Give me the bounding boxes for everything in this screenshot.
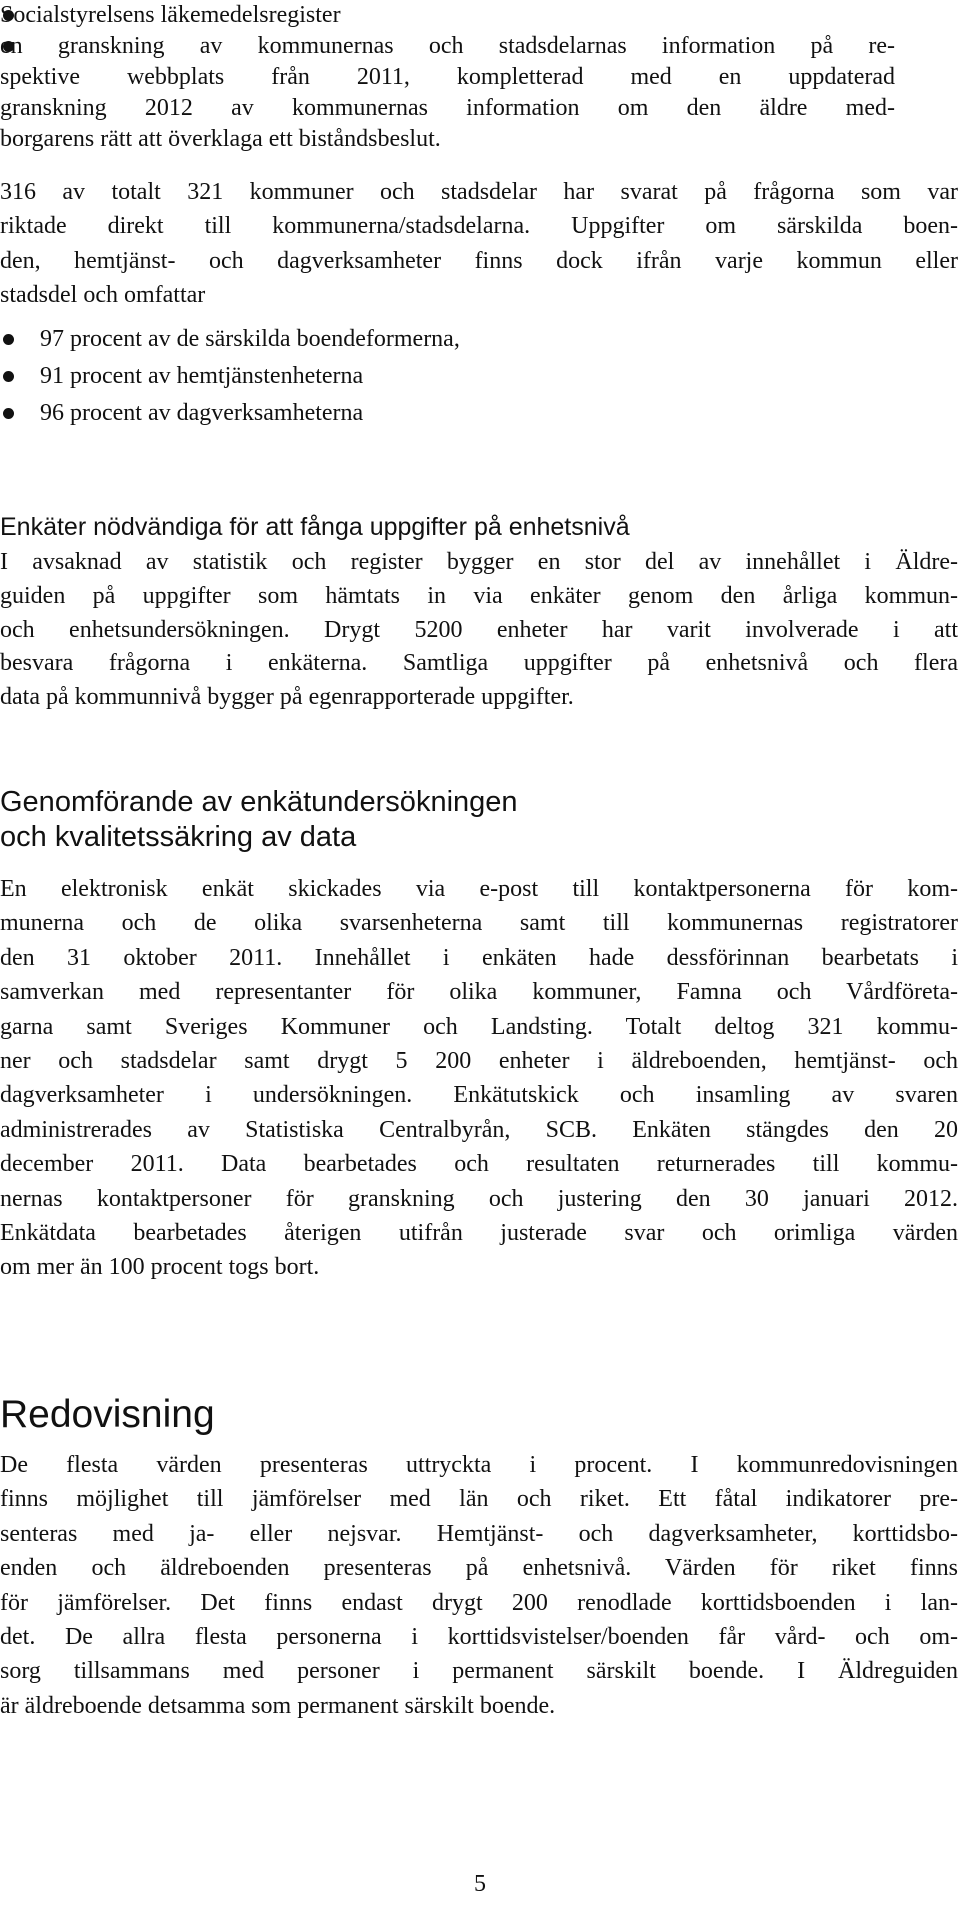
- bullet-icon: [3, 334, 14, 345]
- paragraph-line: sorg tillsammans med personer i permanent särskilt boende. I Äldreguiden: [0, 1658, 958, 1685]
- paragraph-line: I avsaknad av statistik och register bygger en stor del av innehållet i Äldre-: [0, 549, 958, 575]
- paragraph-line: garna samt Sveriges Kommuner och Landsting. Totalt deltog 321 kommu-: [0, 1013, 958, 1040]
- heading-line: och kvalitetssäkring av data: [0, 821, 357, 853]
- paragraph-line: nernas kontaktpersoner för granskning och justering den 30 januari 2012.: [0, 1185, 958, 1212]
- section-heading: [0, 785, 960, 855]
- list-item-text: en granskning av kommunernas och stadsdelarnas information på re-: [0, 33, 895, 59]
- paragraph-survey-method: [0, 872, 960, 1285]
- paragraph-line: den, hemtjänst- och dagverksamheter finns dock ifrån varje kommun eller: [0, 247, 958, 274]
- paragraph-line: om mer än 100 procent togs bort.: [0, 1254, 320, 1281]
- list-item-text: 96 procent av dagverksamheterna: [40, 400, 364, 426]
- paragraph-line: den 31 oktober 2011. Innehållet i enkäten hade dessförinnan bearbetats i: [0, 944, 958, 971]
- heading-line: Genomförande av enkätundersökningen: [0, 786, 518, 818]
- page-number: 5: [474, 1871, 486, 1897]
- paragraph-line: Enkätdata bearbetades återigen utifrån justerade svar och orimliga värden: [0, 1219, 958, 1246]
- list-item: [0, 358, 960, 395]
- paragraph-line: samverkan med representanter för olika kommuner, Famna och Vårdföreta-: [0, 979, 958, 1006]
- coverage-bullet-list: [0, 321, 960, 432]
- paragraph-line: En elektronisk enkät skickades via e-post till kontaktpersonerna för kom-: [0, 876, 958, 902]
- paragraph-line: guiden på uppgifter som hämtats in via enkäter genom den årliga kommun-: [0, 582, 958, 609]
- paragraph-line: december 2011. Data bearbetades och resultaten returnerades till kommu-: [0, 1151, 958, 1178]
- paragraph-line: 316 av totalt 321 kommuner och stadsdelar har svarat på frågorna som var: [0, 179, 958, 205]
- source-bullet-list: [0, 0, 895, 155]
- paragraph-line: De flesta värden presenteras uttryckta i procent. I kommunredovisningen: [0, 1452, 958, 1478]
- paragraph-surveys: [0, 546, 960, 715]
- paragraph-line: det. De allra flesta personerna i korttidsvistelser/boenden får vård- och om-: [0, 1623, 958, 1650]
- paragraph-line: dagverksamheter i undersökningen. Enkätutskick och insamling av svaren: [0, 1082, 958, 1109]
- paragraph-line: och enhetsundersökningen. Drygt 5200 enheter har varit involverade i att: [0, 616, 958, 643]
- paragraph-line: stadsdel och omfattar: [0, 282, 206, 309]
- list-item-text: granskning 2012 av kommunernas information om den äldre med-: [0, 95, 895, 121]
- list-item-text: borgarens rätt att överklaga ett biståndsbeslut.: [0, 126, 441, 152]
- paragraph-line: enden och äldreboenden presenteras på enhetsnivå. Värden för riket finns: [0, 1555, 958, 1582]
- list-item: [0, 31, 895, 155]
- section-heading: Redovisning: [0, 1393, 215, 1436]
- paragraph-response-rate: [0, 175, 960, 313]
- list-item-text: 97 procent av de särskilda boendeformerna,: [40, 326, 460, 352]
- list-item-text: spektive webbplats från 2011, kompletterad med en uppdaterad: [0, 64, 895, 90]
- list-item-text: Socialstyrelsens läkemedelsregister: [0, 2, 341, 28]
- paragraph-line: för jämförelser. Det finns endast drygt 200 renodlade korttidsboenden i lan-: [0, 1589, 958, 1616]
- section-heading: Enkäter nödvändiga för att fånga uppgifter på enhetsnivå: [0, 513, 630, 541]
- list-item-text: 91 procent av hemtjänstenheterna: [40, 363, 364, 389]
- paragraph-line: ner och stadsdelar samt drygt 5 200 enheter i äldreboenden, hemtjänst- och: [0, 1047, 958, 1074]
- paragraph-line: riktade direkt till kommunerna/stadsdelarna. Uppgifter om särskilda boen-: [0, 213, 958, 240]
- paragraph-line: finns möjlighet till jämförelser med län och riket. Ett fåtal indikatorer pre-: [0, 1486, 958, 1513]
- paragraph-line: besvara frågorna i enkäterna. Samtliga uppgifter på enhetsnivå och flera: [0, 650, 958, 677]
- list-item: [0, 321, 960, 358]
- paragraph-line: administrerades av Statistiska Centralbyrån, SCB. Enkäten stängdes den 20: [0, 1116, 958, 1143]
- list-item: [0, 395, 960, 432]
- paragraph-line: är äldreboende detsamma som permanent särskilt boende.: [0, 1692, 556, 1719]
- paragraph-line: senteras med ja- eller nejsvar. Hemtjänst- och dagverksamheter, korttidsbo-: [0, 1520, 958, 1547]
- paragraph-line: munerna och de olika svarsenheterna samt till kommunernas registratorer: [0, 910, 958, 937]
- bullet-icon: [3, 371, 14, 382]
- paragraph-line: data på kommunnivå bygger på egenrapporterade uppgifter.: [0, 684, 574, 711]
- list-item: [0, 0, 895, 31]
- bullet-icon: [3, 408, 14, 419]
- paragraph-reporting: [0, 1448, 960, 1723]
